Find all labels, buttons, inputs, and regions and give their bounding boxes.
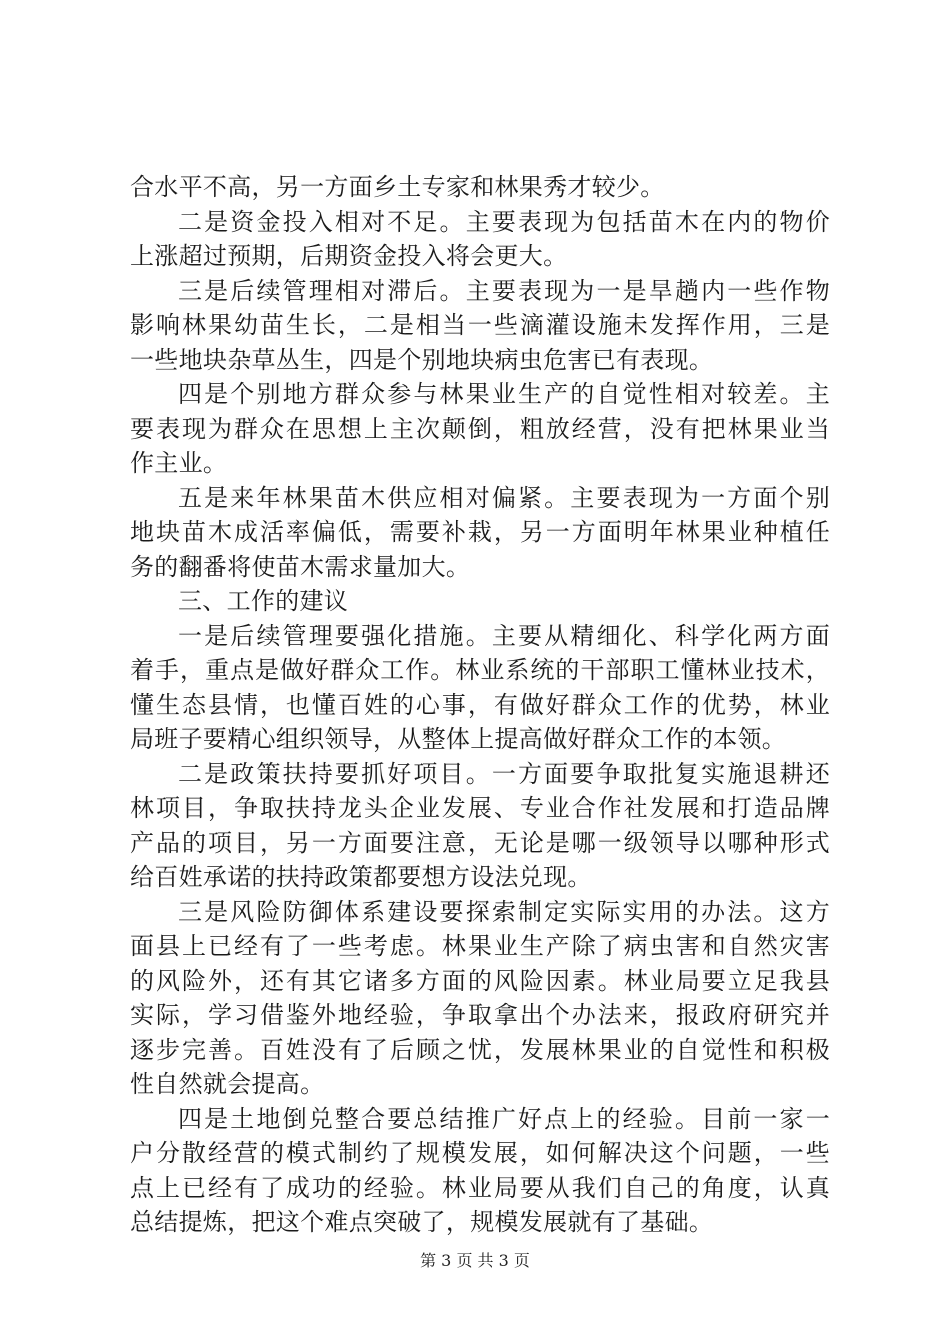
- text-line: 四是土地倒兑整合要总结推广好点上的经验。目前一家一: [178, 1104, 830, 1133]
- text-line: 户分散经营的模式制约了规模发展，如何解决这个问题，一些: [130, 1139, 830, 1167]
- text-line: 地块苗木成活率偏低，需要补栽，另一方面明年林果业种植任: [130, 518, 830, 546]
- text-line: 合水平不高，另一方面乡土专家和林果秀才较少。: [130, 173, 665, 201]
- text-line: 局班子要精心组织领导，从整体上提高做好群众工作的本领。: [130, 725, 787, 753]
- text-line: 一是后续管理要强化措施。主要从精细化、科学化两方面: [178, 621, 830, 650]
- document-body: [130, 170, 830, 1240]
- text-line: 的风险外，还有其它诸多方面的风险因素。林业局要立足我县: [130, 966, 830, 995]
- text-line: 点上已经有了成功的经验。林业局要从我们自己的角度，认真: [130, 1173, 830, 1202]
- text-line: 一些地块杂草丛生，四是个别地块病虫危害已有表现。: [130, 345, 714, 374]
- text-line: 三是后续管理相对滞后。主要表现为一是旱趟内一些作物: [178, 276, 830, 305]
- text-line: 产品的项目，另一方面要注意，无论是哪一级领导以哪种形式: [130, 828, 830, 857]
- text-line: 务的翻番将使苗木需求量加大。: [130, 552, 471, 581]
- page-footer: 第 3 页 共 3 页: [420, 1251, 530, 1270]
- text-line: 二是资金投入相对不足。主要表现为包括苗木在内的物价: [178, 207, 830, 236]
- text-line: 实际，学习借鉴外地经验，争取拿出个办法来，报政府研究并: [130, 1001, 830, 1029]
- text-line: 懂生态县情，也懂百姓的心事，有做好群众工作的优势，林业: [130, 690, 830, 719]
- text-line: 面县上已经有了一些考虑。林果业生产除了病虫害和自然灾害: [130, 932, 830, 960]
- text-line: 影响林果幼苗生长，二是相当一些滴灌设施未发挥作用，三是: [130, 311, 830, 339]
- text-line: 三是风险防御体系建设要探索制定实际实用的办法。这方: [178, 897, 830, 926]
- text-line: 二是政策扶持要抓好项目。一方面要争取批复实施退耕还: [178, 759, 830, 788]
- text-line: 给百姓承诺的扶持政策都要想方设法兑现。: [130, 863, 592, 891]
- text-line: 五是来年林果苗木供应相对偏紧。主要表现为一方面个别: [178, 483, 830, 512]
- text-line: 四是个别地方群众参与林果业生产的自觉性相对较差。主: [178, 380, 830, 408]
- text-line: 着手，重点是做好群众工作。林业系统的干部职工懂林业技术，: [130, 656, 830, 684]
- text-line: 三、工作的建议: [178, 587, 349, 615]
- text-line: 要表现为群众在思想上主次颠倒，粗放经营，没有把林果业当: [130, 414, 830, 443]
- text-line: 林项目，争取扶持龙头企业发展、专业合作社发展和打造品牌: [130, 794, 830, 822]
- text-line: 上涨超过预期，后期资金投入将会更大。: [130, 242, 568, 270]
- text-line: 作主业。: [130, 449, 228, 477]
- text-line: 总结提炼，把这个难点突破了，规模发展就有了基础。: [130, 1208, 714, 1236]
- text-line: 性自然就会提高。: [130, 1070, 325, 1098]
- text-line: 逐步完善。百姓没有了后顾之忧，发展林果业的自觉性和积极: [130, 1035, 830, 1064]
